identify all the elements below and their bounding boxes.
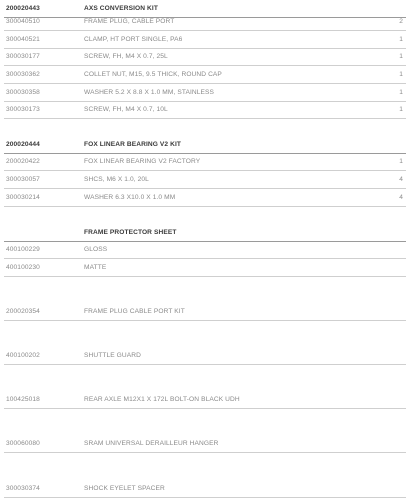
part-description: SCREW, FH, M4 X 0.7, 25L [84,53,168,60]
part-number: 200020354 [6,308,40,315]
part-description: SCREW, FH, M4 X 0.7, 10L [84,106,168,113]
part-description: SHUTTLE GUARD [84,352,141,359]
kit-title: AXS CONVERSION KIT [84,5,158,12]
table-row [4,241,406,259]
table-row [4,259,406,277]
kit-title: FOX LINEAR BEARING V2 KIT [84,141,182,148]
kit-title: FRAME PROTECTOR SHEET [84,229,177,236]
part-description: FRAME PLUG CABLE PORT KIT [84,308,185,315]
part-number: 400100230 [6,264,40,271]
kit-part-number: 200020443 [6,5,40,12]
part-quantity: 1 [399,89,403,96]
part-quantity: 1 [399,36,403,43]
part-description: WASHER 5.2 X 8.8 X 1.0 MM, STAINLESS [84,89,215,96]
part-description: WASHER 6.3 X10.0 X 1.0 MM [84,194,176,201]
table-row [4,84,406,102]
part-number: 300030362 [6,71,40,78]
table-row [4,189,406,207]
table-row [4,435,406,453]
part-description: REAR AXLE M12X1 X 172L BOLT-ON BLACK UDH [84,396,240,403]
part-description: MATTE [84,264,107,271]
part-description: FRAME PLUG, CABLE PORT [84,18,175,25]
part-description: FOX LINEAR BEARING V2 FACTORY [84,158,201,165]
part-number: 400100229 [6,246,40,253]
table-row [4,48,406,66]
part-number: 300040510 [6,18,40,25]
part-description: SHCS, M6 X 1.0, 20L [84,176,149,183]
part-number: 300030173 [6,106,40,113]
part-quantity: 1 [399,106,403,113]
table-row [4,391,406,409]
part-quantity: 1 [399,158,403,165]
part-quantity: 4 [399,194,403,201]
part-description: CLAMP, HT PORT SINGLE, PA6 [84,36,183,43]
table-row [4,347,406,365]
section-header [4,136,406,154]
part-quantity: 1 [399,71,403,78]
section-header [4,224,406,242]
part-quantity: 1 [399,53,403,60]
table-row [4,303,406,321]
part-quantity: 2 [399,18,403,25]
table-row [4,480,406,498]
part-number: 300040521 [6,36,40,43]
part-description: COLLET NUT, M15, 9.5 THICK, ROUND CAP [84,71,222,78]
part-number: 300030214 [6,194,40,201]
table-row [4,101,406,119]
part-description: GLOSS [84,246,108,253]
table-row [4,66,406,84]
kit-part-number: 200020444 [6,141,40,148]
part-number: 300030057 [6,176,40,183]
part-number: 400100202 [6,352,40,359]
part-number: 300030358 [6,89,40,96]
part-number: 200020422 [6,158,40,165]
part-quantity: 4 [399,176,403,183]
part-number: 300030374 [6,485,40,492]
table-row [4,171,406,189]
part-number: 300030177 [6,53,40,60]
table-row [4,31,406,49]
part-number: 300060080 [6,440,40,447]
part-number: 100425018 [6,396,40,403]
table-row [4,13,406,31]
table-row [4,153,406,171]
part-description: SHOCK EYELET SPACER [84,485,165,492]
part-description: SRAM UNIVERSAL DERAILLEUR HANGER [84,440,219,447]
